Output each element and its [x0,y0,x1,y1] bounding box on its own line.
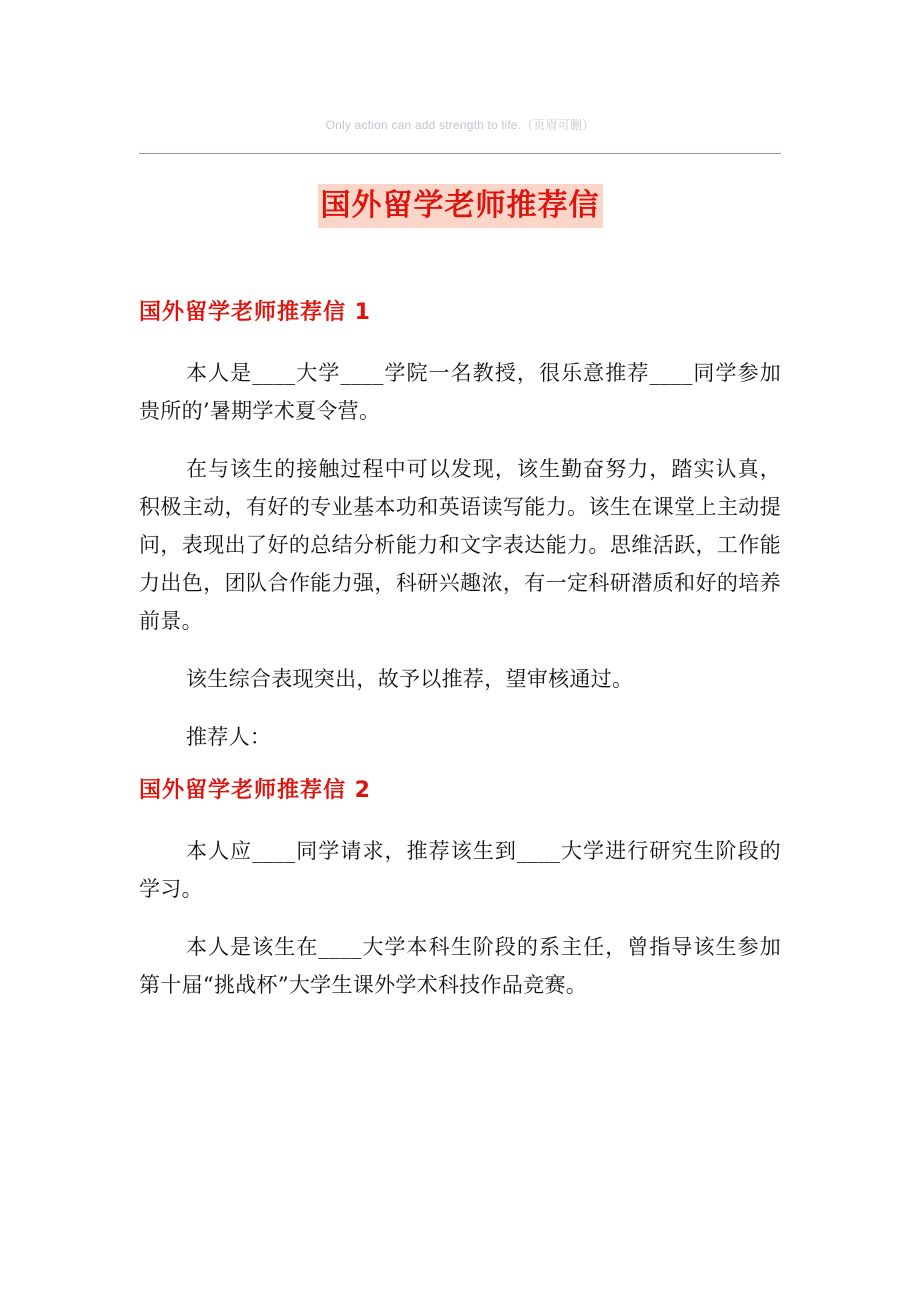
document-body [139,292,781,1004]
header-divider [139,153,781,154]
letter-1-paragraph-3: 该生综合表现突出，故予以推荐，望审核通过。 [186,667,634,691]
page-header-text: Only action can add strength to life.（页眉可删） [325,118,595,132]
letter-2-paragraph-2: 本人是该生在____大学本科生阶段的系主任，曾指导该生参加第十届“挑战杯”大学生课外学术科技作品竞赛。 [139,935,781,997]
letter-1-recommender: 推荐人： [186,725,272,749]
document-title-wrapper [0,184,920,228]
letter-1-paragraph-1: 本人是____大学____学院一名教授，很乐意推荐____同学参加贵所的’暑期学术夏令营。 [139,361,781,423]
letter-1-heading: 国外留学老师推荐信 1 [139,300,371,325]
document-title: 国外留学老师推荐信 [318,184,603,228]
letter-1-paragraph-2: 在与该生的接触过程中可以发现，该生勤奋努力，踏实认真，积极主动，有好的专业基本功和英语读写能力。该生在课堂上主动提问，表现出了好的总结分析能力和文字表达能力。思维活跃，工作能力出色，团队合作能力强，科研兴趣浓，有一定科研潜质和好的培养前景。 [139,457,781,633]
letter-2-paragraph-1: 本人应____同学请求，推荐该生到____大学进行研究生阶段的学习。 [139,839,781,901]
letter-2-heading: 国外留学老师推荐信 2 [139,778,371,803]
